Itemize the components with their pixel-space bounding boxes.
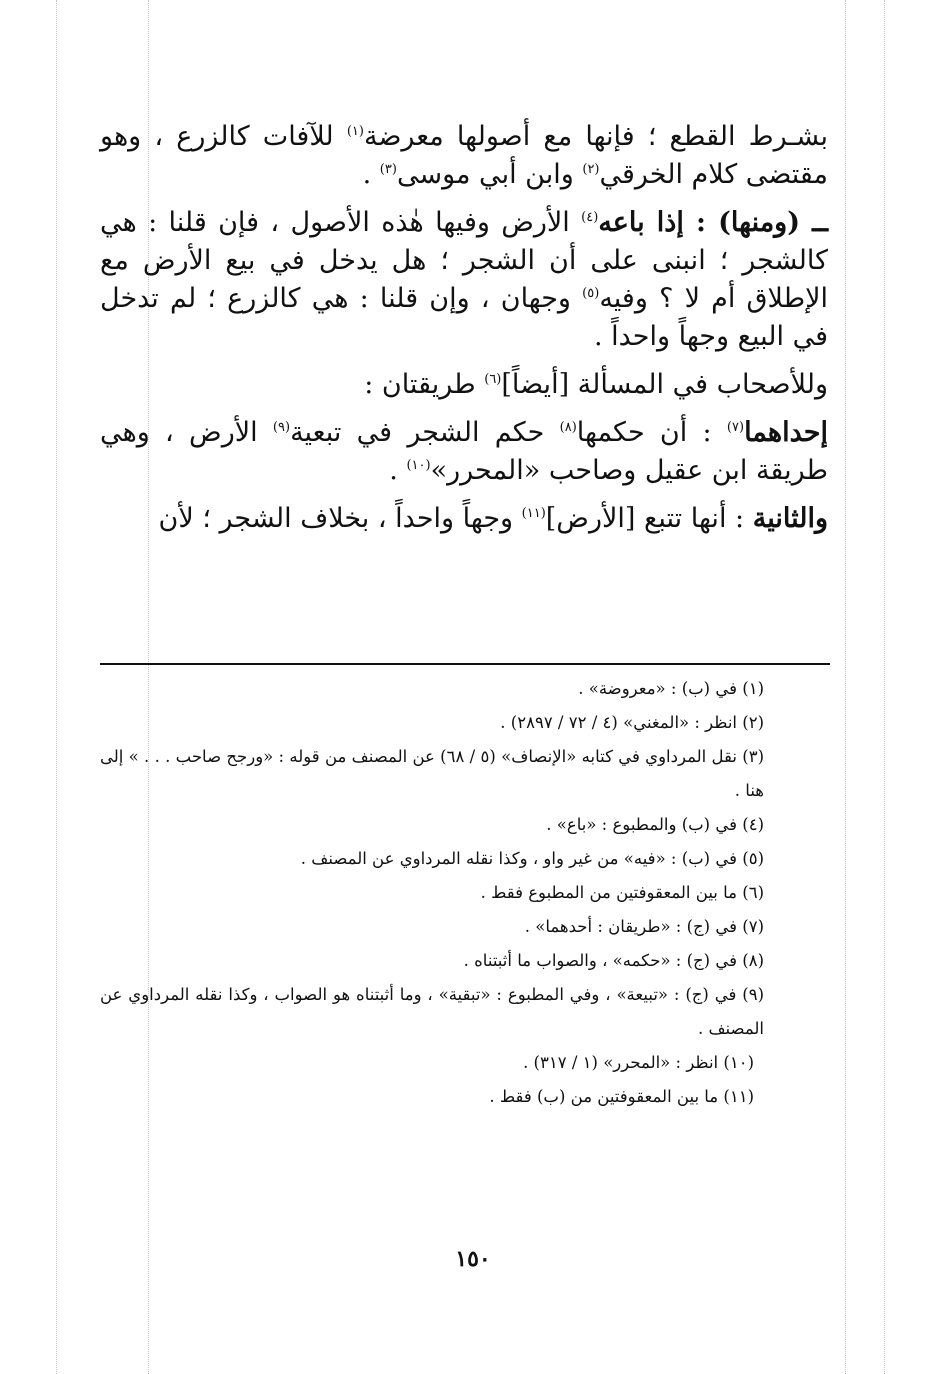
bold-text: إحداهما [744, 417, 829, 448]
footnotes [100, 672, 828, 1114]
footnote-marker: (٣) [379, 162, 397, 177]
bold-text: والثانية [752, 503, 828, 534]
footnote-marker: (٥) [582, 286, 600, 301]
margin-guide-left [56, 0, 57, 1374]
footnote: (٣) نقل المرداوي في كتابه «الإنصاف» (٥ / ٦٨) عن المصنف من قوله : «ورجح صاحب . . . » إلى هنا . [100, 747, 764, 800]
footnote: (١٠) انظر : «المحرر» (١ / ٣١٧) . [523, 1053, 754, 1072]
paragraph [100, 366, 828, 404]
footnote: (٢) انظر : «المغني» (٤ / ٧٢ / ٢٨٩٧) . [500, 713, 764, 732]
text-run: للآفات كالزرع ، وهو مقتضى كلام الخرقي [100, 121, 828, 190]
footnote-marker: (٢) [582, 162, 600, 177]
text-run: الأرض وفيها هٰذه الأصول ، فإن قلنا : هي كالشجر ؛ انبنى على أن الشجر ؛ هل يدخل في بيع الأرض مع الإطلاق أم لا ؟ وفيه [100, 207, 829, 314]
text-run: حكم الشجر في تبعية [290, 417, 560, 448]
margin-guide-right [845, 0, 846, 1374]
footnote-marker: (٩) [272, 420, 291, 435]
footnote: (٧) في (ج) : «طريقان : أحدهما» . [524, 917, 764, 936]
bold-text: ــ (ومنها) : إذا باعه [598, 207, 828, 238]
footnote-marker: (١٠) [406, 458, 431, 473]
text-run: وابن أبي موسى [396, 159, 583, 190]
text-run: بشـرط القطع ؛ فإنها مع أصولها معرضة [363, 121, 829, 152]
footnote-marker: (٧) [726, 420, 745, 435]
footnote: (١) في (ب) : «معروضة» . [578, 679, 764, 698]
margin-guide-right-outer [884, 0, 885, 1374]
footnote: (٩) في (ج) : «تبيعة» ، وفي المطبوع : «تبقية» ، وما أثبتناه هو الصواب ، وكذا نقله المرداوي عن المصنف . [100, 985, 764, 1038]
footnote-marker: (١) [346, 124, 364, 139]
paragraph [100, 500, 828, 538]
page-number: ١٥٠ [455, 1246, 491, 1272]
text-run: وجهان ، وإن قلنا : هي كالزرع ؛ لم تدخل في البيع وجهاً واحداً . [100, 283, 828, 352]
footnote: (٦) ما بين المعقوفتين من المطبوع فقط . [480, 883, 764, 902]
text-run: طريقتان : [364, 369, 485, 400]
main-text [100, 118, 828, 538]
paragraph [100, 118, 828, 194]
footnote-marker: (٦) [484, 372, 502, 387]
footnote: (١١) ما بين المعقوفتين من (ب) فقط . [489, 1087, 754, 1106]
footnote: (٥) في (ب) : «فيه» من غير واو ، وكذا نقله المرداوي عن المصنف . [300, 849, 764, 868]
footnote-marker: (٨) [559, 420, 577, 435]
paragraph [100, 414, 828, 490]
text-run: : أن حكمها [576, 417, 727, 448]
text-run: الأرض ، وهي طريقة ابن عقيل وصاحب «المحرر» [100, 417, 828, 486]
footnote-separator [100, 663, 830, 665]
text-run: . [362, 159, 380, 190]
footnote-marker: (١١) [521, 506, 546, 521]
footnote: (٤) في (ب) والمطبوع : «باع» . [546, 815, 764, 834]
text-run: وجهاً واحداً ، بخلاف الشجر ؛ لأن [158, 503, 522, 534]
text-run: : أنها تتبع [الأرض] [545, 503, 753, 534]
footnote-marker: (٤) [581, 210, 599, 225]
footnote: (٨) في (ج) : «حكمه» ، والصواب ما أثبتناه . [463, 951, 764, 970]
paragraph [100, 204, 828, 356]
text-run: وللأصحاب في المسألة [أيضاً] [501, 369, 828, 400]
text-run: . [389, 455, 407, 486]
